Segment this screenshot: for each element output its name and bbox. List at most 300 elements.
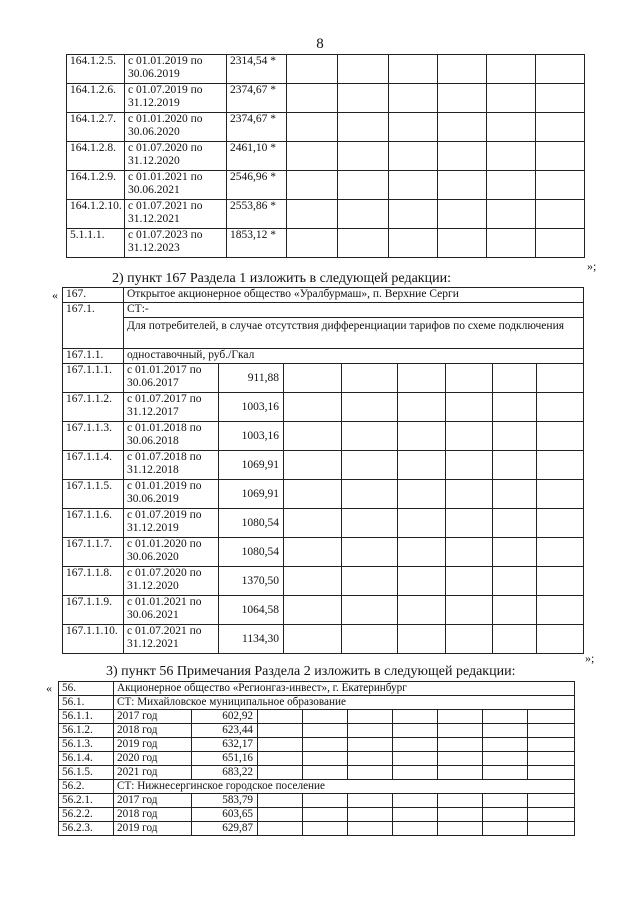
empty-cell xyxy=(446,596,493,625)
table-row xyxy=(59,738,575,752)
empty-cell xyxy=(536,55,585,84)
row-code: 56.1.3. xyxy=(59,738,114,752)
empty-cell xyxy=(528,822,575,836)
period-end: 30.06.2019 xyxy=(127,493,179,505)
empty-cell xyxy=(446,625,493,654)
period-start: с 01.07.2023 по xyxy=(128,229,203,241)
tariff-value: 629,87 xyxy=(192,822,258,836)
empty-cell xyxy=(389,113,438,142)
empty-cell xyxy=(483,710,528,724)
table-row xyxy=(59,752,575,766)
table-row xyxy=(67,142,585,171)
st-row xyxy=(63,303,584,318)
org-code: 167. xyxy=(63,288,124,303)
empty-cell xyxy=(487,84,536,113)
period-end: 31.12.2021 xyxy=(127,638,179,650)
empty-cell xyxy=(303,724,348,738)
empty-cell xyxy=(398,625,446,654)
empty-cell xyxy=(338,142,389,171)
empty-cell xyxy=(342,364,398,393)
tariff-value: 651,16 xyxy=(192,752,258,766)
empty-cell xyxy=(438,766,483,780)
empty-cell xyxy=(389,84,438,113)
empty-cell xyxy=(493,567,537,596)
empty-cell xyxy=(287,171,338,200)
empty-cell xyxy=(536,229,585,258)
table-row xyxy=(59,808,575,822)
empty-cell xyxy=(483,738,528,752)
empty-cell xyxy=(303,794,348,808)
table-row xyxy=(63,538,584,567)
period-start: с 01.01.2020 по xyxy=(128,113,203,125)
tariff-value: 2314,54 * xyxy=(227,55,287,84)
section-row xyxy=(59,780,575,794)
empty-cell xyxy=(348,738,393,752)
period-end: 31.12.2020 xyxy=(128,155,180,167)
rate-label: одноставочный, руб./Гкал xyxy=(124,349,584,364)
empty-cell xyxy=(284,596,342,625)
empty-cell xyxy=(446,364,493,393)
empty-cell xyxy=(446,538,493,567)
period-start: с 01.07.2020 по xyxy=(128,142,203,154)
period-end: 31.12.2019 xyxy=(127,522,179,534)
empty-cell xyxy=(438,822,483,836)
row-code: 164.1.2.5. xyxy=(67,55,125,84)
empty-cell xyxy=(258,738,303,752)
row-code: 56.1.5. xyxy=(59,766,114,780)
empty-cell xyxy=(389,171,438,200)
empty-cell xyxy=(438,55,487,84)
empty-cell xyxy=(287,84,338,113)
period-start: с 01.07.2021 по xyxy=(128,200,203,212)
empty-cell xyxy=(393,752,438,766)
period-end: 30.06.2021 xyxy=(128,184,180,196)
row-code: 164.1.2.6. xyxy=(67,84,125,113)
empty-cell xyxy=(348,794,393,808)
empty-cell xyxy=(438,200,487,229)
table-row xyxy=(59,794,575,808)
empty-cell xyxy=(528,738,575,752)
empty-cell xyxy=(438,724,483,738)
table-row xyxy=(67,55,585,84)
empty-cell xyxy=(528,794,575,808)
empty-cell xyxy=(393,808,438,822)
tariff-value: 1069,91 xyxy=(219,451,284,480)
paragraph-2: 2) пункт 167 Раздела 1 изложить в следующей редакции: xyxy=(112,271,451,286)
empty-cell xyxy=(438,752,483,766)
empty-cell xyxy=(348,752,393,766)
rate-code: 167.1.1. xyxy=(63,349,124,364)
empty-cell xyxy=(258,808,303,822)
empty-cell xyxy=(537,625,584,654)
empty-cell xyxy=(398,596,446,625)
empty-cell xyxy=(393,766,438,780)
empty-cell xyxy=(338,113,389,142)
empty-cell xyxy=(287,229,338,258)
st-code: 167.1. xyxy=(63,303,124,349)
empty-cell xyxy=(287,113,338,142)
empty-cell xyxy=(528,808,575,822)
row-code: 56.2.1. xyxy=(59,794,114,808)
empty-cell xyxy=(537,364,584,393)
empty-cell xyxy=(528,752,575,766)
tariff-value: 2461,10 * xyxy=(227,142,287,171)
period-start: с 01.01.2018 по xyxy=(127,422,202,434)
empty-cell xyxy=(284,480,342,509)
tariff-value: 1003,16 xyxy=(219,393,284,422)
row-code: 164.1.2.10. xyxy=(67,200,125,229)
table-row xyxy=(63,509,584,538)
empty-cell xyxy=(487,229,536,258)
empty-cell xyxy=(342,538,398,567)
empty-cell xyxy=(537,509,584,538)
empty-cell xyxy=(537,480,584,509)
tariff-value: 1069,91 xyxy=(219,480,284,509)
period-end: 30.06.2017 xyxy=(127,377,179,389)
year-cell: 2020 год xyxy=(114,752,192,766)
org-row xyxy=(63,288,584,303)
empty-cell xyxy=(536,200,585,229)
empty-cell xyxy=(446,567,493,596)
row-code: 167.1.1.3. xyxy=(63,422,124,451)
empty-cell xyxy=(338,229,389,258)
rate-row xyxy=(63,349,584,364)
empty-cell xyxy=(338,84,389,113)
empty-cell xyxy=(284,538,342,567)
empty-cell xyxy=(483,808,528,822)
period-cell xyxy=(125,55,227,84)
section-row xyxy=(59,696,575,710)
empty-cell xyxy=(348,724,393,738)
empty-cell xyxy=(487,113,536,142)
empty-cell xyxy=(446,393,493,422)
period-end: 31.12.2019 xyxy=(128,97,180,109)
empty-cell xyxy=(287,142,338,171)
period-cell xyxy=(124,625,219,654)
tariff-table-164 xyxy=(66,54,585,258)
closing-quote-2: »; xyxy=(585,651,595,665)
empty-cell xyxy=(393,724,438,738)
tariff-value: 603,65 xyxy=(192,808,258,822)
empty-cell xyxy=(258,822,303,836)
empty-cell xyxy=(493,393,537,422)
empty-cell xyxy=(393,794,438,808)
period-end: 30.06.2020 xyxy=(127,551,179,563)
year-cell: 2019 год xyxy=(114,822,192,836)
empty-cell xyxy=(287,200,338,229)
period-cell xyxy=(125,171,227,200)
empty-cell xyxy=(348,766,393,780)
period-start: с 01.07.2021 по xyxy=(127,625,202,637)
empty-cell xyxy=(398,393,446,422)
period-cell xyxy=(124,509,219,538)
empty-cell xyxy=(536,171,585,200)
empty-cell xyxy=(303,766,348,780)
page-number: 8 xyxy=(316,36,324,52)
period-end: 31.12.2020 xyxy=(127,580,179,592)
period-end: 31.12.2021 xyxy=(128,213,180,225)
tariff-value: 1370,50 xyxy=(219,567,284,596)
empty-cell xyxy=(398,451,446,480)
empty-cell xyxy=(438,794,483,808)
org-row xyxy=(59,682,575,696)
table-row xyxy=(63,451,584,480)
empty-cell xyxy=(493,509,537,538)
empty-cell xyxy=(393,710,438,724)
empty-cell xyxy=(537,422,584,451)
tariff-value: 602,92 xyxy=(192,710,258,724)
period-cell xyxy=(124,364,219,393)
empty-cell xyxy=(483,794,528,808)
empty-cell xyxy=(303,752,348,766)
consumer-note: Для потребителей, в случае отсутствия дифференциации тарифов по схеме подключения xyxy=(124,318,584,349)
empty-cell xyxy=(446,451,493,480)
empty-cell xyxy=(528,710,575,724)
period-cell xyxy=(125,84,227,113)
tariff-value: 2374,67 * xyxy=(227,84,287,113)
empty-cell xyxy=(258,794,303,808)
empty-cell xyxy=(438,113,487,142)
empty-cell xyxy=(342,567,398,596)
empty-cell xyxy=(342,596,398,625)
period-start: с 01.01.2021 по xyxy=(127,596,202,608)
empty-cell xyxy=(284,451,342,480)
empty-cell xyxy=(493,625,537,654)
period-end: 30.06.2019 xyxy=(128,68,180,80)
empty-cell xyxy=(483,766,528,780)
empty-cell xyxy=(258,752,303,766)
tariff-value: 632,17 xyxy=(192,738,258,752)
empty-cell xyxy=(536,84,585,113)
closing-quote: »; xyxy=(587,259,597,273)
empty-cell xyxy=(338,171,389,200)
period-cell xyxy=(124,393,219,422)
empty-cell xyxy=(398,364,446,393)
empty-cell xyxy=(348,710,393,724)
empty-cell xyxy=(438,84,487,113)
empty-cell xyxy=(303,738,348,752)
row-code: 167.1.1.7. xyxy=(63,538,124,567)
tariff-value: 2374,67 * xyxy=(227,113,287,142)
table-row xyxy=(63,422,584,451)
table-row xyxy=(67,229,585,258)
empty-cell xyxy=(342,451,398,480)
table-row xyxy=(59,822,575,836)
period-start: с 01.07.2018 по xyxy=(127,451,202,463)
empty-cell xyxy=(342,422,398,451)
table-row xyxy=(67,171,585,200)
empty-cell xyxy=(528,724,575,738)
empty-cell xyxy=(338,55,389,84)
empty-cell xyxy=(258,710,303,724)
empty-cell xyxy=(483,724,528,738)
table-row xyxy=(63,567,584,596)
empty-cell xyxy=(389,142,438,171)
table-row xyxy=(67,84,585,113)
empty-cell xyxy=(398,422,446,451)
period-end: 30.06.2018 xyxy=(127,435,179,447)
period-start: с 01.07.2019 по xyxy=(128,84,203,96)
table-row xyxy=(59,710,575,724)
period-start: с 01.01.2019 по xyxy=(128,55,203,67)
st-label: СТ:- xyxy=(124,303,584,318)
empty-cell xyxy=(348,822,393,836)
period-cell xyxy=(125,200,227,229)
year-cell: 2017 год xyxy=(114,794,192,808)
empty-cell xyxy=(493,538,537,567)
tariff-value: 2546,96 * xyxy=(227,171,287,200)
tariff-value: 1853,12 * xyxy=(227,229,287,258)
tariff-value: 583,79 xyxy=(192,794,258,808)
year-cell: 2019 год xyxy=(114,738,192,752)
period-end: 31.12.2018 xyxy=(127,464,179,476)
year-cell: 2018 год xyxy=(114,724,192,738)
empty-cell xyxy=(398,509,446,538)
table-row xyxy=(63,625,584,654)
period-end: 30.06.2020 xyxy=(128,126,180,138)
row-code: 167.1.1.10. xyxy=(63,625,124,654)
empty-cell xyxy=(487,55,536,84)
row-code: 167.1.1.9. xyxy=(63,596,124,625)
empty-cell xyxy=(303,808,348,822)
period-start: с 01.01.2019 по xyxy=(127,480,202,492)
row-code: 56.2.2. xyxy=(59,808,114,822)
empty-cell xyxy=(493,422,537,451)
empty-cell xyxy=(493,451,537,480)
table-row xyxy=(63,596,584,625)
period-cell xyxy=(125,229,227,258)
tariff-value: 1003,16 xyxy=(219,422,284,451)
table-row xyxy=(63,364,584,393)
period-start: с 01.01.2017 по xyxy=(127,364,202,376)
period-cell xyxy=(124,480,219,509)
empty-cell xyxy=(537,567,584,596)
row-code: 167.1.1.2. xyxy=(63,393,124,422)
tariff-value: 2553,86 * xyxy=(227,200,287,229)
tariff-table-56 xyxy=(58,681,575,836)
year-cell: 2021 год xyxy=(114,766,192,780)
empty-cell xyxy=(446,422,493,451)
empty-cell xyxy=(303,710,348,724)
row-code: 164.1.2.8. xyxy=(67,142,125,171)
period-cell xyxy=(125,142,227,171)
tariff-value: 1080,54 xyxy=(219,509,284,538)
period-start: с 01.07.2017 по xyxy=(127,393,202,405)
paragraph-3: 3) пункт 56 Примечания Раздела 2 изложить в следующей редакции: xyxy=(106,664,516,679)
period-cell xyxy=(124,538,219,567)
row-code: 167.1.1.8. xyxy=(63,567,124,596)
empty-cell xyxy=(438,229,487,258)
empty-cell xyxy=(536,113,585,142)
empty-cell xyxy=(284,625,342,654)
period-start: с 01.01.2020 по xyxy=(127,538,202,550)
year-cell: 2018 год xyxy=(114,808,192,822)
table-row xyxy=(63,480,584,509)
table-row xyxy=(59,724,575,738)
empty-cell xyxy=(398,538,446,567)
period-start: с 01.07.2019 по xyxy=(127,509,202,521)
row-code: 164.1.2.7. xyxy=(67,113,125,142)
tariff-value: 911,88 xyxy=(219,364,284,393)
empty-cell xyxy=(493,596,537,625)
table-row xyxy=(67,113,585,142)
empty-cell xyxy=(438,808,483,822)
empty-cell xyxy=(483,752,528,766)
empty-cell xyxy=(303,822,348,836)
empty-cell xyxy=(342,625,398,654)
empty-cell xyxy=(284,422,342,451)
empty-cell xyxy=(438,738,483,752)
empty-cell xyxy=(258,766,303,780)
empty-cell xyxy=(393,822,438,836)
table-row xyxy=(63,393,584,422)
empty-cell xyxy=(393,738,438,752)
period-end: 31.12.2017 xyxy=(127,406,179,418)
empty-cell xyxy=(348,808,393,822)
empty-cell xyxy=(446,480,493,509)
empty-cell xyxy=(537,596,584,625)
table-row xyxy=(67,200,585,229)
row-code: 167.1.1.5. xyxy=(63,480,124,509)
empty-cell xyxy=(389,55,438,84)
section-label: СТ: Нижнесергинское городское поселение xyxy=(114,780,575,794)
empty-cell xyxy=(493,480,537,509)
row-code: 164.1.2.9. xyxy=(67,171,125,200)
opening-quote-3: « xyxy=(46,681,52,695)
row-code: 56.1.1. xyxy=(59,710,114,724)
consumer-note-row xyxy=(63,318,584,349)
section-code: 56.2. xyxy=(59,780,114,794)
empty-cell xyxy=(446,509,493,538)
tariff-value: 1064,58 xyxy=(219,596,284,625)
period-cell xyxy=(124,596,219,625)
empty-cell xyxy=(487,171,536,200)
tariff-value: 1080,54 xyxy=(219,538,284,567)
empty-cell xyxy=(398,567,446,596)
org-name: Открытое акционерное общество «Уралбурмаш», п. Верхние Серги xyxy=(124,288,584,303)
empty-cell xyxy=(438,142,487,171)
period-cell xyxy=(125,113,227,142)
empty-cell xyxy=(338,200,389,229)
empty-cell xyxy=(493,364,537,393)
empty-cell xyxy=(284,509,342,538)
row-code: 56.2.3. xyxy=(59,822,114,836)
empty-cell xyxy=(342,509,398,538)
empty-cell xyxy=(528,766,575,780)
row-code: 167.1.1.4. xyxy=(63,451,124,480)
period-start: с 01.07.2020 по xyxy=(127,567,202,579)
period-cell xyxy=(124,567,219,596)
empty-cell xyxy=(258,724,303,738)
row-code: 167.1.1.1. xyxy=(63,364,124,393)
empty-cell xyxy=(536,142,585,171)
empty-cell xyxy=(537,451,584,480)
tariff-value: 683,22 xyxy=(192,766,258,780)
empty-cell xyxy=(284,364,342,393)
empty-cell xyxy=(438,171,487,200)
section-label: СТ: Михайловское муниципальное образование xyxy=(114,696,575,710)
empty-cell xyxy=(537,538,584,567)
section-code: 56.1. xyxy=(59,696,114,710)
year-cell: 2017 год xyxy=(114,710,192,724)
empty-cell xyxy=(389,200,438,229)
row-code: 5.1.1.1. xyxy=(67,229,125,258)
opening-quote: « xyxy=(52,288,58,302)
empty-cell xyxy=(487,142,536,171)
empty-cell xyxy=(537,393,584,422)
period-cell xyxy=(124,422,219,451)
row-code: 56.1.2. xyxy=(59,724,114,738)
